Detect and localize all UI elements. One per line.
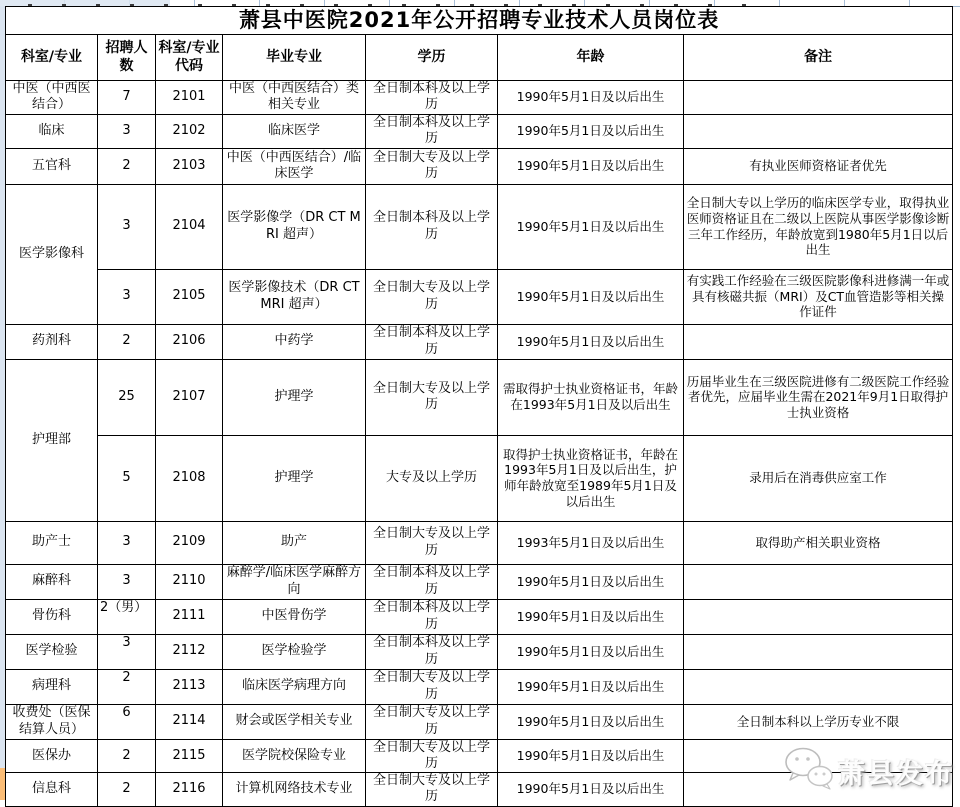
table-row — [6, 148, 953, 184]
cell-age: 1990年5月1日及以后出生 — [498, 669, 684, 704]
cell-dept: 病理科 — [6, 669, 98, 704]
cell-code: 2111 — [156, 599, 223, 634]
table-row — [6, 704, 953, 739]
column-header-major: 毕业专业 — [223, 35, 366, 81]
cell-count: 3 — [98, 184, 156, 269]
cell-degree: 全日制本科及以上学历 — [366, 564, 498, 599]
cell-degree: 全日制大专及以上学历 — [366, 148, 498, 184]
cell-count: 2 — [98, 148, 156, 184]
cell-note — [684, 773, 953, 807]
cell-age: 1990年5月1日及以后出生 — [498, 634, 684, 669]
cell-age: 取得护士执业资格证书，年龄在1993年5月1日及以后出生，护师年龄放宽至1989年5月1日及以后出生 — [498, 435, 684, 521]
cell-degree: 全日制大专及以上学历 — [366, 739, 498, 773]
cell-note: 历届毕业生在三级医院进修有二级医院工作经验者优先，应届毕业生需在2021年9月1日取得护士执业资格 — [684, 359, 953, 435]
cell-major: 临床医学 — [223, 114, 366, 148]
cell-code: 2105 — [156, 269, 223, 324]
cell-code: 2110 — [156, 564, 223, 599]
cell-major: 医学影像技术（DR CT MRI 超声） — [223, 269, 366, 324]
cell-age: 需取得护士执业资格证书，年龄在1993年5月1日及以后出生 — [498, 359, 684, 435]
cell-degree: 全日制大专及以上学历 — [366, 269, 498, 324]
cell-degree: 全日制大专及以上学历 — [366, 773, 498, 807]
cell-code: 2102 — [156, 114, 223, 148]
cell-major: 计算机网络技术专业 — [223, 773, 366, 807]
cell-dept: 中医（中西医结合） — [6, 81, 98, 115]
cell-major: 医学检验学 — [223, 634, 366, 669]
cell-major: 麻醉学/临床医学麻醉方向 — [223, 564, 366, 599]
table-row — [6, 669, 953, 704]
cell-count: 2 — [98, 773, 156, 807]
cell-dept: 临床 — [6, 114, 98, 148]
cell-code: 2109 — [156, 521, 223, 564]
watermark-label: 萧县发布 — [838, 758, 954, 790]
cell-dept: 医学检验 — [6, 634, 98, 669]
cell-code: 2101 — [156, 81, 223, 115]
column-header-count: 招聘人数 — [98, 35, 156, 81]
cell-note — [684, 564, 953, 599]
table-row — [6, 114, 953, 148]
table-row — [6, 599, 953, 634]
table-header-row — [6, 35, 953, 81]
cell-dept: 麻醉科 — [6, 564, 98, 599]
table-row — [6, 564, 953, 599]
cell-age: 1993年5月1日及以后出生 — [498, 521, 684, 564]
cell-age: 1990年5月1日及以后出生 — [498, 739, 684, 773]
cell-code: 2107 — [156, 359, 223, 435]
cell-dept: 信息科 — [6, 773, 98, 807]
cell-major: 临床医学病理方向 — [223, 669, 366, 704]
cell-count: 3 — [98, 634, 156, 669]
cell-age: 1990年5月1日及以后出生 — [498, 773, 684, 807]
column-header-code: 科室/专业代码 — [156, 35, 223, 81]
cell-note — [684, 739, 953, 773]
cell-note — [684, 634, 953, 669]
cell-major: 护理学 — [223, 359, 366, 435]
cell-degree: 全日制本科及以上学历 — [366, 81, 498, 115]
cell-dept: 药剂科 — [6, 324, 98, 359]
cell-note: 取得助产相关职业资格 — [684, 521, 953, 564]
table-row — [6, 269, 953, 324]
recruitment-table — [5, 6, 953, 807]
cell-dept: 护理部 — [6, 359, 98, 521]
cell-major: 中医（中西医结合）/临床医学 — [223, 148, 366, 184]
table-row — [6, 324, 953, 359]
cell-code: 2106 — [156, 324, 223, 359]
cell-code: 2108 — [156, 435, 223, 521]
cell-degree: 全日制本科及以上学历 — [366, 114, 498, 148]
cell-degree: 全日制大专及以上学历 — [366, 704, 498, 739]
cell-major: 中药学 — [223, 324, 366, 359]
column-header-degree: 学历 — [366, 35, 498, 81]
cell-count: 5 — [98, 435, 156, 521]
cell-count: 7 — [98, 81, 156, 115]
cell-degree: 全日制本科及以上学历 — [366, 324, 498, 359]
cell-code: 2103 — [156, 148, 223, 184]
column-header-dept: 科室/专业 — [6, 35, 98, 81]
table-row — [6, 634, 953, 669]
table-row — [6, 773, 953, 807]
table-row — [6, 521, 953, 564]
table-row — [6, 739, 953, 773]
cell-note — [684, 669, 953, 704]
cell-age: 1990年5月1日及以后出生 — [498, 114, 684, 148]
cell-note: 有实践工作经验在三级医院影像科进修满一年或具有核磁共振（MRI）及CT血管造影等相关操作证件 — [684, 269, 953, 324]
table-row — [6, 184, 953, 269]
cell-note: 录用后在消毒供应室工作 — [684, 435, 953, 521]
cell-count: 2 — [98, 669, 156, 704]
cell-count: 3 — [98, 114, 156, 148]
cell-major: 财会或医学相关专业 — [223, 704, 366, 739]
cell-count: 3 — [98, 521, 156, 564]
table-row — [6, 81, 953, 115]
cell-major: 助产 — [223, 521, 366, 564]
cell-code: 2116 — [156, 773, 223, 807]
column-header-age: 年龄 — [498, 35, 684, 81]
cell-major: 中医（中西医结合）类相关专业 — [223, 81, 366, 115]
cell-degree: 全日制大专及以上学历 — [366, 669, 498, 704]
cell-note: 有执业医师资格证者优先 — [684, 148, 953, 184]
cell-count: 2 — [98, 324, 156, 359]
cell-count: 3 — [98, 269, 156, 324]
page-title: 萧县中医院2021年公开招聘专业技术人员岗位表 — [6, 7, 953, 35]
cell-code: 2112 — [156, 634, 223, 669]
cell-major: 中医骨伤学 — [223, 599, 366, 634]
column-header-note: 备注 — [684, 35, 953, 81]
cell-dept: 五官科 — [6, 148, 98, 184]
cell-major: 医学影像学（DR CT MRI 超声） — [223, 184, 366, 269]
cell-age: 1990年5月1日及以后出生 — [498, 704, 684, 739]
cell-degree: 大专及以上学历 — [366, 435, 498, 521]
cell-note — [684, 81, 953, 115]
cell-degree: 全日制本科及以上学历 — [366, 634, 498, 669]
cell-dept: 助产士 — [6, 521, 98, 564]
cell-dept: 收费处（医保结算人员） — [6, 704, 98, 739]
cell-degree: 全日制大专及以上学历 — [366, 521, 498, 564]
cell-count: 6 — [98, 704, 156, 739]
cell-age: 1990年5月1日及以后出生 — [498, 81, 684, 115]
cell-major: 医学院校保险专业 — [223, 739, 366, 773]
cell-age: 1990年5月1日及以后出生 — [498, 184, 684, 269]
cell-code: 2115 — [156, 739, 223, 773]
cell-age: 1990年5月1日及以后出生 — [498, 269, 684, 324]
cell-code: 2114 — [156, 704, 223, 739]
cell-degree: 全日制本科及以上学历 — [366, 599, 498, 634]
cell-degree: 全日制本科及以上学历 — [366, 184, 498, 269]
cell-count: 3 — [98, 564, 156, 599]
table-row — [6, 435, 953, 521]
cell-dept: 医学影像科 — [6, 184, 98, 324]
cell-degree: 全日制大专及以上学历 — [366, 359, 498, 435]
cell-count: 25 — [98, 359, 156, 435]
cell-note — [684, 599, 953, 634]
cell-note — [684, 324, 953, 359]
cell-note — [684, 114, 953, 148]
cell-age: 1990年5月1日及以后出生 — [498, 148, 684, 184]
cell-major: 护理学 — [223, 435, 366, 521]
table-title-row — [6, 7, 953, 35]
cell-dept: 医保办 — [6, 739, 98, 773]
cell-code: 2104 — [156, 184, 223, 269]
cell-note: 全日制本科以上学历专业不限 — [684, 704, 953, 739]
cell-note: 全日制大专以上学历的临床医学专业，取得执业医师资格证且在二级以上医院从事医学影像诊断三年工作经历，年龄放宽到1980年5月1日以后出生 — [684, 184, 953, 269]
cell-age: 1990年5月1日及以后出生 — [498, 599, 684, 634]
cell-count: 2（男） — [98, 599, 156, 634]
cell-code: 2113 — [156, 669, 223, 704]
cell-age: 1990年5月1日及以后出生 — [498, 564, 684, 599]
table-row — [6, 359, 953, 435]
cell-dept: 骨伤科 — [6, 599, 98, 634]
cell-count: 2 — [98, 739, 156, 773]
cell-age: 1990年5月1日及以后出生 — [498, 324, 684, 359]
